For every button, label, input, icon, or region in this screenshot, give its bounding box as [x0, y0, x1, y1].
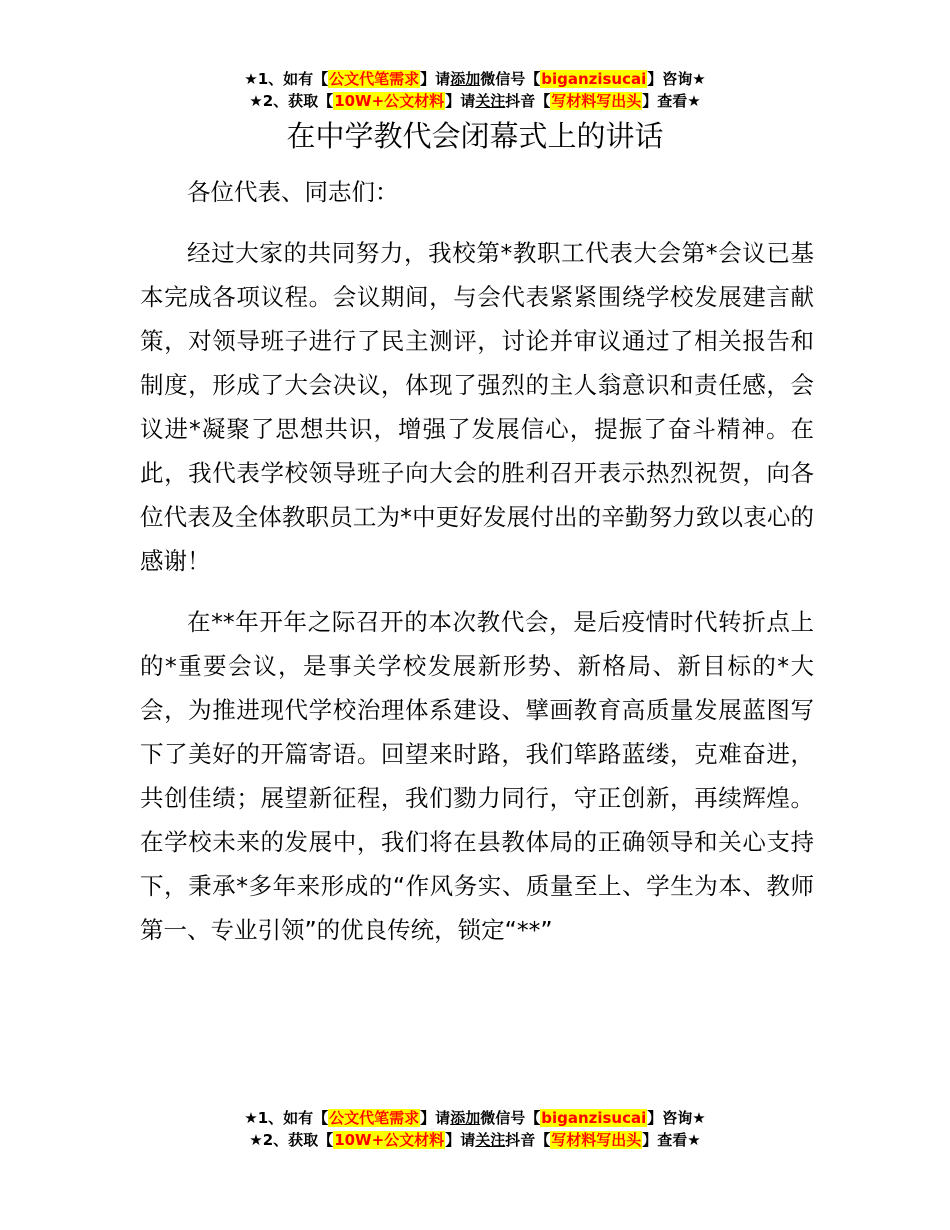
promo-douyin-id: 写材料写出头: [551, 92, 642, 110]
promo-highlight: 公文代笔需求: [329, 1109, 420, 1127]
promo-underlined: 添加: [450, 1109, 481, 1127]
promo-text: ★2、获取【: [249, 92, 334, 110]
promo-text: 】查看★: [642, 1131, 701, 1149]
promo-text: 微信号【: [480, 70, 541, 88]
promo-text: ★2、获取【: [249, 1131, 334, 1149]
promo-underlined: 关注: [475, 1131, 506, 1149]
promo-text: 抖音【: [505, 1131, 551, 1149]
header-promo-banner: [0, 68, 950, 112]
document-title: 在中学教代会闭幕式上的讲话: [286, 119, 664, 153]
document-body: [140, 170, 814, 969]
promo-text: 】咨询★: [647, 1109, 706, 1127]
salutation: 各位代表、同志们：: [187, 178, 399, 206]
promo-text: 】请: [445, 1131, 476, 1149]
paragraph-2: 在**年开年之际召开的本次教代会，是后疫情时代转折点上的*重要会议，是事关学校发展新形势、新格局、新目标的*大会，为推进现代学校治理体系建设、擘画教育高质量发展蓝图写下了美好的开篇寄语。回望来时路，我们筚路蓝缕，克难奋进，共创佳绩；展望新征程，我们勠力同行，守正创新，再续辉煌。在学校未来的发展中，我们将在县教体局的正确领导和关心支持下，秉承*多年来形成的“作风务实、质量至上、学生为本、教师第一、专业引领”的优良传统，锁定“**”: [140, 608, 814, 944]
promo-text: 】咨询★: [647, 70, 706, 88]
promo-highlight: 10W+公文材料: [334, 92, 445, 110]
promo-wechat-id: biganzisucai: [541, 1109, 647, 1127]
promo-text: 】查看★: [642, 92, 701, 110]
promo-wechat-id: biganzisucai: [541, 70, 647, 88]
promo-line-1: [0, 68, 950, 90]
promo-text: 微信号【: [480, 1109, 541, 1127]
promo-text: ★1、如有【: [244, 1109, 329, 1127]
promo-underlined: 添加: [450, 70, 481, 88]
promo-highlight: 公文代笔需求: [329, 70, 420, 88]
promo-line-1: [0, 1107, 950, 1129]
promo-line-2: [0, 1129, 950, 1151]
promo-text: ★1、如有【: [244, 70, 329, 88]
promo-douyin-id: 写材料写出头: [551, 1131, 642, 1149]
paragraph-1: 经过大家的共同努力，我校第*教职工代表大会第*会议已基本完成各项议程。会议期间，与会代表紧紧围绕学校发展建言献策，对领导班子进行了民主测评，讨论并审议通过了相关报告和制度，形成了大会决议，体现了强烈的主人翁意识和责任感，会议进*凝聚了思想共识，增强了发展信心，提振了奋斗精神。在此，我代表学校领导班子向大会的胜利召开表示热烈祝贺，向各位代表及全体教职员工为*中更好发展付出的辛勤努力致以衷心的感谢！: [140, 239, 814, 575]
promo-underlined: 关注: [475, 92, 506, 110]
promo-text: 】请: [420, 1109, 451, 1127]
promo-highlight: 10W+公文材料: [334, 1131, 445, 1149]
promo-text: 】请: [420, 70, 451, 88]
promo-text: 抖音【: [505, 92, 551, 110]
promo-line-2: [0, 90, 950, 112]
promo-text: 】请: [445, 92, 476, 110]
footer-promo-banner: [0, 1107, 950, 1151]
